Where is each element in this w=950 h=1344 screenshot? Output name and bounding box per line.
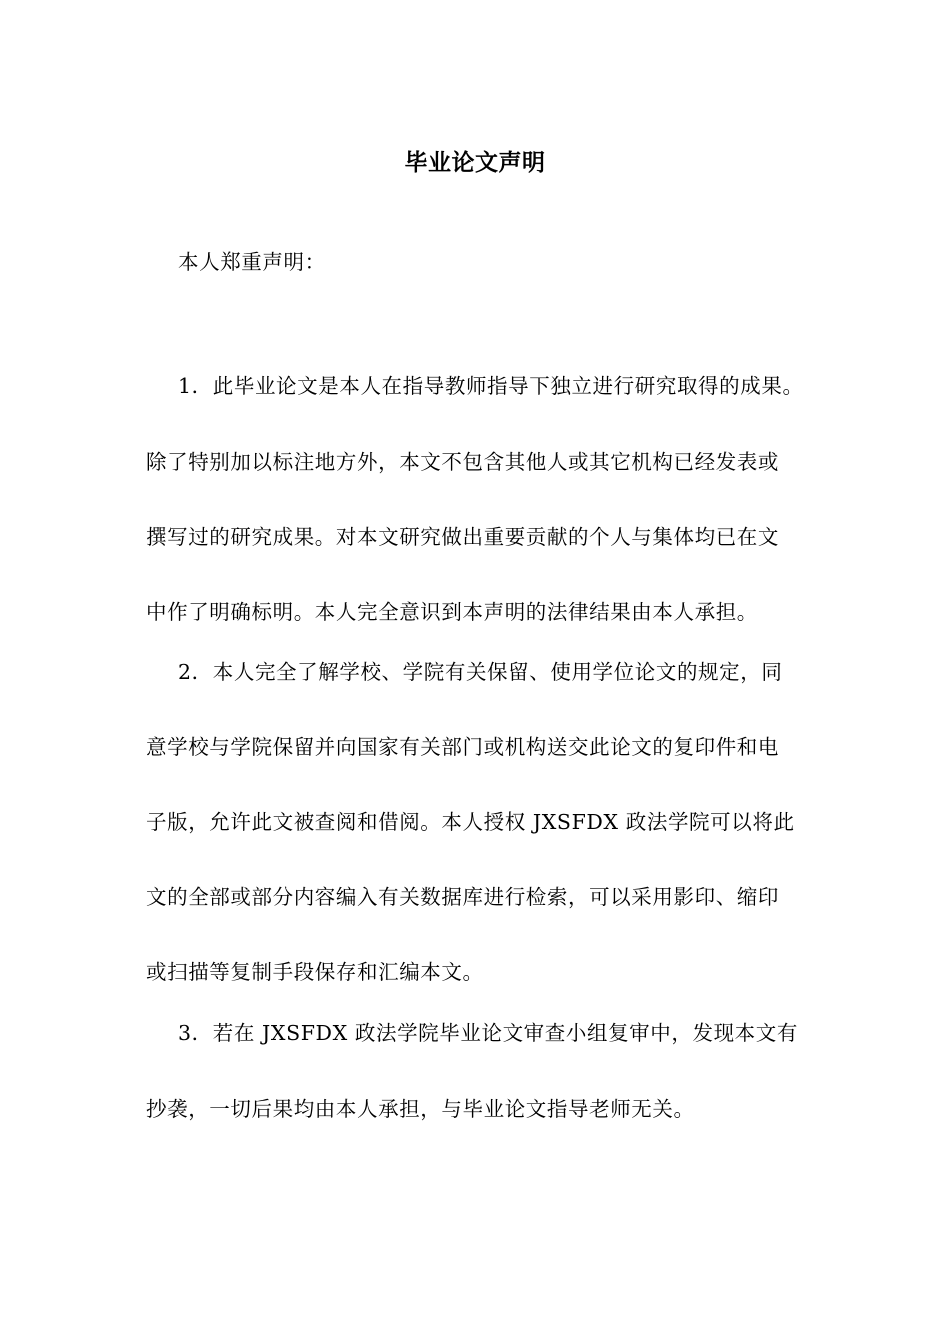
document-title: 毕业论文声明 xyxy=(404,150,546,176)
paragraph-1-line-2: 除了特别加以标注地方外，本文不包含其他人或其它机构已经发表或 xyxy=(146,450,779,474)
paragraph-1-line-1: 1．此毕业论文是本人在指导教师指导下独立进行研究取得的成果。 xyxy=(178,374,804,398)
paragraph-1-line-3: 撰写过的研究成果。对本文研究做出重要贡献的个人与集体均已在文 xyxy=(146,525,779,549)
paragraph-2-line-4: 文的全部或部分内容编入有关数据库进行检索，可以采用影印、缩印 xyxy=(146,885,779,909)
paragraph-3-line-2: 抄袭，一切后果均由本人承担，与毕业论文指导老师无关。 xyxy=(146,1097,695,1121)
paragraph-1-line-4: 中作了明确标明。本人完全意识到本声明的法律结果由本人承担。 xyxy=(146,600,758,624)
paragraph-2-line-3: 子版，允许此文被查阅和借阅。本人授权 JXSFDX 政法学院可以将此 xyxy=(146,810,795,834)
intro-text: 本人郑重声明： xyxy=(178,250,326,274)
paragraph-3-line-1: 3．若在 JXSFDX 政法学院毕业论文审查小组复审中，发现本文有 xyxy=(178,1021,798,1045)
paragraph-2-line-1: 2．本人完全了解学校、学院有关保留、使用学位论文的规定，同 xyxy=(178,660,783,684)
paragraph-2-line-2: 意学校与学院保留并向国家有关部门或机构送交此论文的复印件和电 xyxy=(146,735,779,759)
paragraph-2-line-5: 或扫描等复制手段保存和汇编本文。 xyxy=(146,960,484,984)
